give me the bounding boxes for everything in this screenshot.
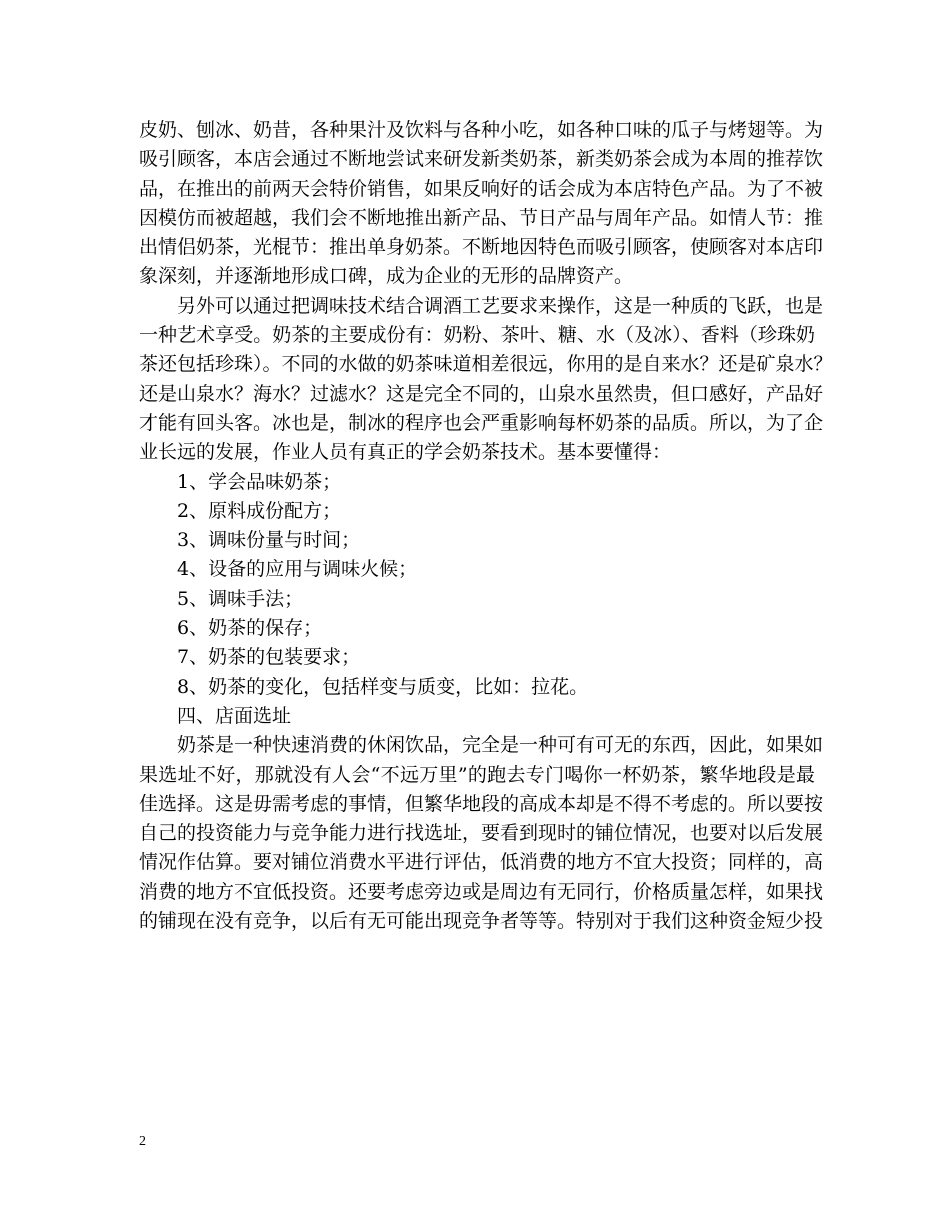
text-line: 还是山泉水？海水？过滤水？这是完全不同的，山泉水虽然贵，但口感好，产品好	[139, 382, 824, 405]
list-item: 4、设备的应用与调味火候；	[177, 558, 418, 581]
list-item: 7、奶茶的包装要求；	[177, 646, 361, 669]
text-line: 吸引顾客，本店会通过不断地尝试来研发新类奶茶，新类奶茶会成为本周的推荐饮	[139, 148, 824, 171]
list-item: 2、原料成份配方；	[177, 499, 342, 522]
text-line: 因模仿而被超越，我们会不断地推出新产品、节日产品与周年产品。如情人节：推	[139, 206, 824, 229]
list-item: 1、学会品味奶茶；	[177, 470, 342, 493]
text-line: 象深刻，并逐渐地形成口碑，成为企业的无形的品牌资产。	[139, 265, 634, 288]
requirements-list	[139, 468, 815, 702]
section-heading: 四、店面选址	[177, 704, 292, 727]
text-line: 品，在推出的前两天会特价销售，如果反响好的话会成为本店特色产品。为了不被	[139, 177, 824, 200]
paragraph-2	[139, 292, 833, 468]
text-line: 出情侣奶茶，光棍节：推出单身奶茶。不断地因特色而吸引顾客，使顾客对本店印	[139, 236, 824, 259]
text-line: 一种艺术享受。奶茶的主要成份有：奶粉、茶叶、糖、水（及冰）、香料（珍珠奶	[139, 324, 815, 347]
text-line: 情况作估算。要对铺位消费水平进行评估，低消费的地方不宜大投资；同样的，高	[139, 851, 824, 874]
list-item: 5、调味手法；	[177, 587, 304, 610]
text-line: 皮奶、刨冰、奶昔，各种果汁及饮料与各种小吃，如各种口味的瓜子与烤翅等。为	[139, 119, 824, 141]
paragraph-3	[139, 731, 824, 936]
list-item: 6、奶茶的保存；	[177, 617, 323, 640]
list-item: 8、奶茶的变化，包括样变与质变，比如：拉花。	[177, 675, 589, 698]
text-line: 的铺现在没有竞争，以后有无可能出现竞争者等等。特别对于我们这种资金短少投	[139, 910, 824, 933]
text-line: 奶茶是一种快速消费的休闲饮品，完全是一种可有可无的东西，因此，如果如	[177, 734, 824, 757]
text-line: 茶还包括珍珠）。不同的水做的奶茶味道相差很远，你用的是自来水？还是矿泉水？	[139, 353, 833, 376]
body-text	[139, 116, 833, 936]
text-line: 另外可以通过把调味技术结合调酒工艺要求来操作，这是一种质的飞跃，也是	[177, 294, 824, 317]
text-line: 消费的地方不宜低投资。还要考虑旁边或是周边有无同行，价格质量怎样，如果找	[139, 880, 824, 903]
text-line: 自己的投资能力与竞争能力进行找选址，要看到现时的铺位情况，也要对以后发展	[139, 822, 824, 845]
text-line: 佳选择。这是毋需考虑的事情，但繁华地段的高成本却是不得不考虑的。所以要按	[139, 792, 824, 815]
text-line: 业长远的发展，作业人员有真正的学会奶茶技术。基本要懂得：	[139, 441, 672, 464]
paragraph-1	[139, 116, 824, 292]
page-number: 2	[139, 1134, 146, 1149]
text-line: 才能有回头客。冰也是，制冰的程序也会严重影响每杯奶茶的品质。所以，为了企	[139, 411, 824, 434]
text-line: 果选址不好，那就没有人会“不远万里”的跑去专门喝你一杯奶茶，繁华地段是最	[139, 763, 815, 786]
list-item: 3、调味份量与时间；	[177, 529, 361, 552]
